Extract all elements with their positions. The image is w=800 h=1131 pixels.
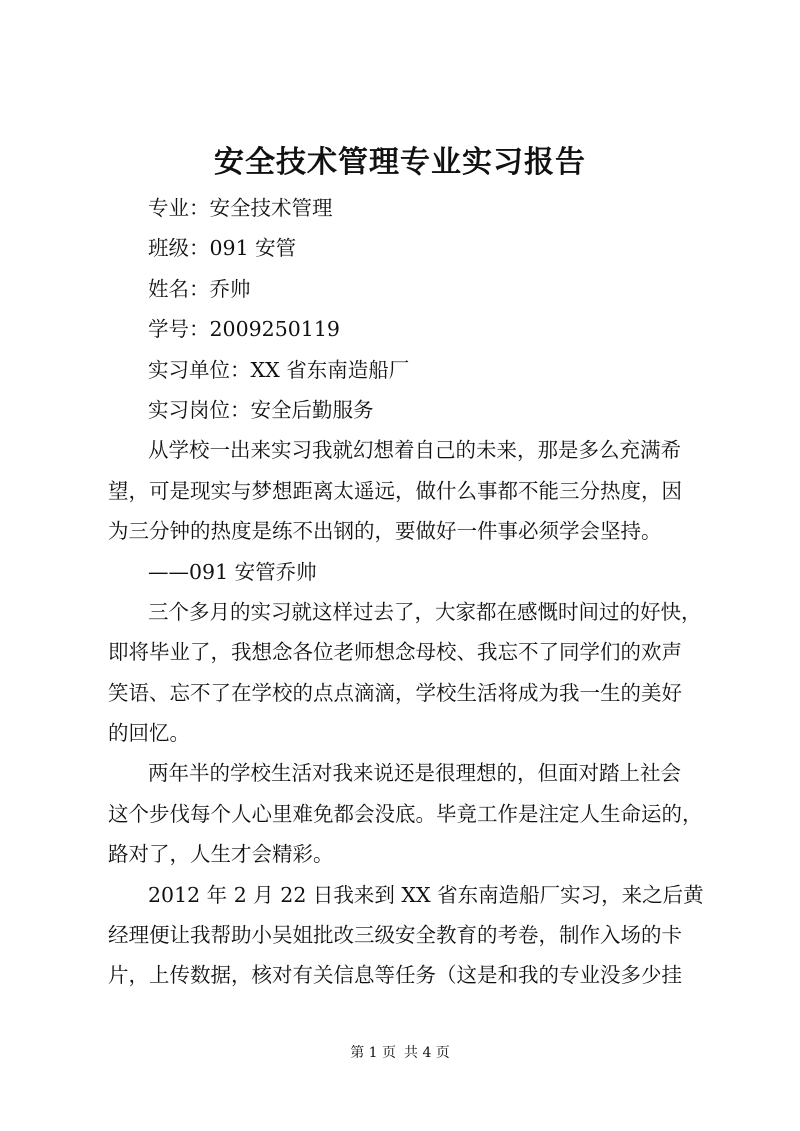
quote-line: 为三分钟的热度是练不出钢的，要做好一件事必须学会坚持。 bbox=[108, 519, 662, 544]
info-name: 姓名：乔帅 bbox=[148, 276, 251, 301]
paragraph-line: 片，上传数据，核对有关信息等任务（这是和我的专业没多少挂 bbox=[108, 963, 682, 988]
quote-line: 从学校一出来实习我就幻想着自己的未来，那是多么充满希 bbox=[148, 438, 681, 463]
paragraph-line: 路对了，人生才会精彩。 bbox=[108, 842, 334, 867]
paragraph-line: 的回忆。 bbox=[108, 721, 190, 746]
paragraph-line: 两年半的学校生活对我来说还是很理想的，但面对踏上社会 bbox=[148, 761, 681, 786]
page-total: 共 4 页 bbox=[404, 1045, 450, 1061]
page-number: 第 1 页 bbox=[350, 1045, 396, 1061]
paragraph-line: 笑语、忘不了在学校的点点滴滴，学校生活将成为我一生的美好 bbox=[108, 680, 682, 705]
document-title: 安全技术管理专业实习报告 bbox=[214, 145, 586, 180]
quote-signature: ——091 安管乔帅 bbox=[148, 559, 317, 584]
quote-line: 望，可是现实与梦想距离太遥远，做什么事都不能三分热度，因 bbox=[108, 478, 682, 503]
info-major: 专业：安全技术管理 bbox=[148, 196, 333, 220]
info-unit: 实习单位：XX 省东南造船厂 bbox=[148, 357, 410, 382]
paragraph-line: 经理便让我帮助小吴姐批改三级安全教育的考卷，制作入场的卡 bbox=[108, 923, 682, 948]
paragraph-line: 2012 年 2 月 22 日我来到 XX 省东南造船厂实习，来之后黄 bbox=[148, 882, 704, 907]
document-body bbox=[108, 188, 718, 996]
info-class: 班级：091 安管 bbox=[148, 236, 297, 261]
paragraph-line: 即将毕业了，我想念各位老师想念母校、我忘不了同学们的欢声 bbox=[108, 640, 682, 665]
info-student-id: 学号：2009250119 bbox=[148, 317, 340, 342]
paragraph-line: 三个多月的实习就这样过去了，大家都在感慨时间过的好快， bbox=[148, 599, 702, 624]
page-footer bbox=[0, 1043, 800, 1063]
info-post: 实习岗位：安全后勤服务 bbox=[148, 397, 374, 422]
paragraph-line: 这个步伐每个人心里难免都会没底。毕竟工作是注定人生命运的， bbox=[108, 801, 703, 826]
